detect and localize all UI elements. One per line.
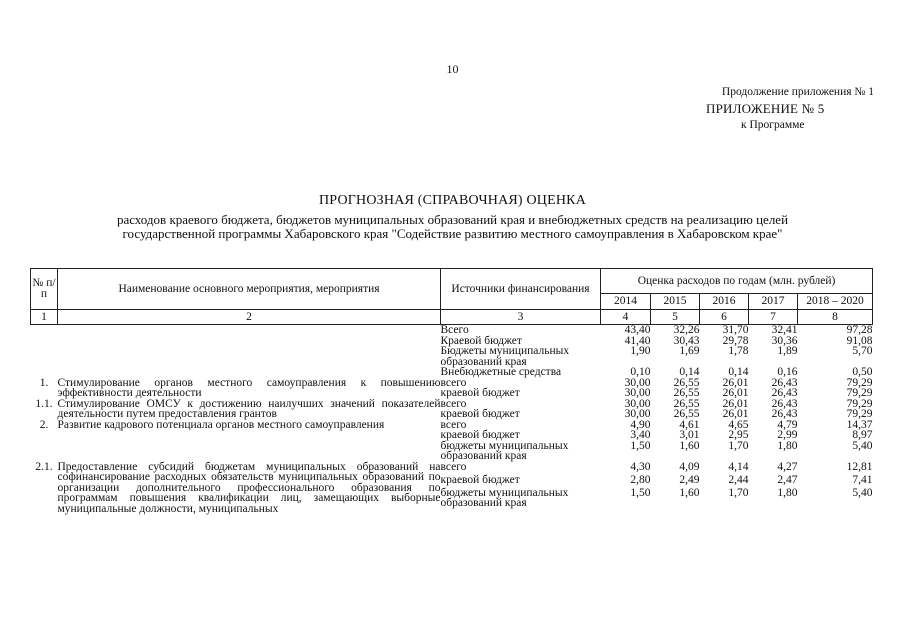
expense-value: 12,81 bbox=[846, 460, 873, 473]
expense-value: 26,01 bbox=[722, 376, 749, 389]
header-year: 2016 bbox=[700, 294, 749, 310]
funding-source: Бюджеты муниципальных образований края bbox=[440, 345, 570, 368]
row-number: 1.1. bbox=[35, 397, 53, 410]
funding-source: всего bbox=[440, 397, 467, 410]
header-year: 2015 bbox=[651, 294, 700, 310]
expense-value: 0,16 bbox=[777, 366, 798, 378]
expense-value: 1,89 bbox=[777, 345, 798, 357]
expense-value: 1,60 bbox=[679, 486, 700, 499]
column-number: 6 bbox=[700, 310, 749, 325]
header-name: Наименование основного мероприятия, мероприятия bbox=[58, 269, 441, 310]
funding-source: краевой бюджет bbox=[440, 429, 520, 441]
expenditure-table bbox=[30, 268, 873, 514]
funding-source: всего bbox=[440, 460, 467, 473]
funding-source: бюджеты муниципальных образований края bbox=[440, 486, 569, 510]
expense-value: 43,40 bbox=[624, 324, 651, 336]
header-estimate: Оценка расходов по годам (млн. рублей) bbox=[601, 269, 873, 294]
expense-value: 30,00 bbox=[624, 376, 651, 389]
expense-value: 0,14 bbox=[728, 366, 749, 378]
row-number: 2. bbox=[39, 418, 49, 431]
funding-source: всего bbox=[440, 418, 467, 431]
table-header bbox=[31, 269, 873, 325]
expense-value: 26,55 bbox=[673, 397, 700, 410]
expense-value: 41,40 bbox=[624, 334, 651, 347]
expense-value: 1,50 bbox=[630, 439, 651, 452]
expense-value: 32,26 bbox=[673, 324, 700, 336]
appendix-title: ПРИЛОЖЕНИЕ № 5 bbox=[706, 101, 825, 116]
column-number: 3 bbox=[441, 310, 601, 325]
expense-value: 1,80 bbox=[777, 439, 798, 452]
document-subtitle-line-1: расходов краевого бюджета, бюджетов муниципальных образований края и внебюджетных средств на реализацию целей bbox=[116, 212, 789, 227]
table-row bbox=[31, 462, 873, 475]
expense-value: 26,43 bbox=[771, 397, 798, 410]
expense-value: 79,29 bbox=[846, 376, 873, 389]
funding-source: краевой бюджет bbox=[440, 408, 520, 420]
expense-value: 3,40 bbox=[630, 429, 651, 441]
expense-value: 4,14 bbox=[728, 460, 749, 473]
expense-value: 14,37 bbox=[846, 418, 873, 431]
expense-value: 1,50 bbox=[630, 486, 651, 499]
column-number: 2 bbox=[58, 310, 441, 325]
activity-name: Развитие кадрового потенциала органов местного самоуправления bbox=[57, 418, 385, 431]
expense-value: 2,95 bbox=[728, 429, 749, 441]
expense-value: 3,01 bbox=[679, 429, 700, 441]
column-number: 5 bbox=[651, 310, 700, 325]
expense-value: 4,61 bbox=[679, 418, 700, 431]
appendix-subtitle: к Программе bbox=[741, 119, 805, 131]
expense-value: 26,43 bbox=[771, 387, 798, 399]
funding-source: всего bbox=[440, 376, 467, 389]
expense-value: 2,47 bbox=[777, 473, 798, 486]
expense-value: 30,00 bbox=[624, 408, 651, 420]
funding-source: бюджеты муниципальных образований края bbox=[440, 439, 569, 462]
document-title: ПРОГНОЗНАЯ (СПРАВОЧНАЯ) ОЦЕНКА bbox=[318, 193, 587, 208]
table-body bbox=[31, 325, 873, 515]
expense-value: 2,44 bbox=[728, 473, 749, 486]
funding-source: Краевой бюджет bbox=[440, 334, 522, 347]
column-number: 1 bbox=[31, 310, 58, 325]
expense-value: 4,30 bbox=[630, 460, 651, 473]
expense-value: 5,40 bbox=[852, 486, 873, 499]
expense-value: 5,70 bbox=[852, 345, 873, 357]
expense-value: 79,29 bbox=[846, 408, 873, 420]
header-year: 2014 bbox=[601, 294, 651, 310]
activity-name: Стимулирование ОМСУ к достижению наилучших значений показателей деятельности путем предоставления грантов bbox=[57, 397, 441, 420]
expense-value: 4,79 bbox=[777, 418, 798, 431]
expense-value: 26,43 bbox=[771, 376, 798, 389]
expense-value: 4,65 bbox=[728, 418, 749, 431]
expense-value: 1,78 bbox=[728, 345, 749, 357]
expense-value: 26,55 bbox=[673, 387, 700, 399]
activity-name: Предоставление субсидий бюджетам муниципальных образований на софинансирование расходных обязательств муниципальных образований по организации дополнительного профессионального образования по программам повышения квалификации лиц, замещающих выборные муниципальные должности, муниципальных bbox=[57, 460, 441, 515]
expense-value: 79,29 bbox=[846, 387, 873, 399]
expense-value: 1,69 bbox=[679, 345, 700, 357]
funding-source: Всего bbox=[440, 324, 469, 336]
table-row bbox=[31, 325, 873, 336]
header-num: № п/п bbox=[31, 269, 58, 310]
header-year: 2018 – 2020 bbox=[798, 294, 873, 310]
column-number: 7 bbox=[749, 310, 798, 325]
funding-source: Внебюджетные средства bbox=[440, 366, 562, 378]
expense-value: 26,55 bbox=[673, 408, 700, 420]
expense-value: 4,27 bbox=[777, 460, 798, 473]
expense-value: 4,90 bbox=[630, 418, 651, 431]
expense-value: 8,97 bbox=[852, 429, 873, 441]
expense-value: 0,14 bbox=[679, 366, 700, 378]
expense-value: 1,90 bbox=[630, 345, 651, 357]
expense-value: 30,36 bbox=[771, 334, 798, 347]
expense-value: 1,60 bbox=[679, 439, 700, 452]
expense-value: 1,80 bbox=[777, 486, 798, 499]
funding-source: краевой бюджет bbox=[440, 387, 520, 399]
expense-value: 91,08 bbox=[846, 334, 873, 347]
expense-value: 30,00 bbox=[624, 397, 651, 410]
document-subtitle bbox=[40, 213, 865, 241]
activity-name: Стимулирование органов местного самоуправления к повышению эффективности деятельности bbox=[57, 376, 441, 399]
expense-value: 7,41 bbox=[852, 473, 873, 486]
expense-value: 2,49 bbox=[679, 473, 700, 486]
expense-value: 2,99 bbox=[777, 429, 798, 441]
expense-value: 5,40 bbox=[852, 439, 873, 452]
continuation-note: Продолжение приложения № 1 bbox=[721, 86, 874, 98]
header-source: Источники финансирования bbox=[441, 269, 601, 310]
expense-value: 30,00 bbox=[624, 387, 651, 399]
expense-value: 4,09 bbox=[679, 460, 700, 473]
expense-value: 30,43 bbox=[673, 334, 700, 347]
expense-value: 97,28 bbox=[846, 324, 873, 336]
row-number: 1. bbox=[39, 376, 49, 389]
expense-value: 1,70 bbox=[728, 439, 749, 452]
column-number: 4 bbox=[601, 310, 651, 325]
expense-value: 26,01 bbox=[722, 397, 749, 410]
page-number: 10 bbox=[446, 62, 459, 76]
funding-source: краевой бюджет bbox=[440, 473, 520, 486]
expense-value: 32,41 bbox=[771, 324, 798, 336]
row-number bbox=[31, 325, 58, 378]
column-number: 8 bbox=[798, 310, 873, 325]
activity-name bbox=[58, 325, 441, 378]
expense-value: 26,55 bbox=[673, 376, 700, 389]
expense-value: 79,29 bbox=[846, 397, 873, 410]
expense-value: 26,01 bbox=[722, 408, 749, 420]
expense-value: 29,78 bbox=[722, 334, 749, 347]
expense-value: 0,10 bbox=[630, 366, 651, 378]
expense-value: 2,80 bbox=[630, 473, 651, 486]
expense-value: 26,01 bbox=[722, 387, 749, 399]
expense-value: 1,70 bbox=[728, 486, 749, 499]
expense-value: 0,50 bbox=[852, 366, 873, 378]
document-subtitle-line-2: государственной программы Хабаровского края "Содействие развитию местного самоуправления в Хабаровском крае" bbox=[122, 226, 783, 241]
expense-value: 26,43 bbox=[771, 408, 798, 420]
column-number-row bbox=[31, 310, 873, 325]
header-year: 2017 bbox=[749, 294, 798, 310]
expense-value: 31,70 bbox=[722, 324, 749, 336]
row-number: 2.1. bbox=[35, 460, 53, 473]
